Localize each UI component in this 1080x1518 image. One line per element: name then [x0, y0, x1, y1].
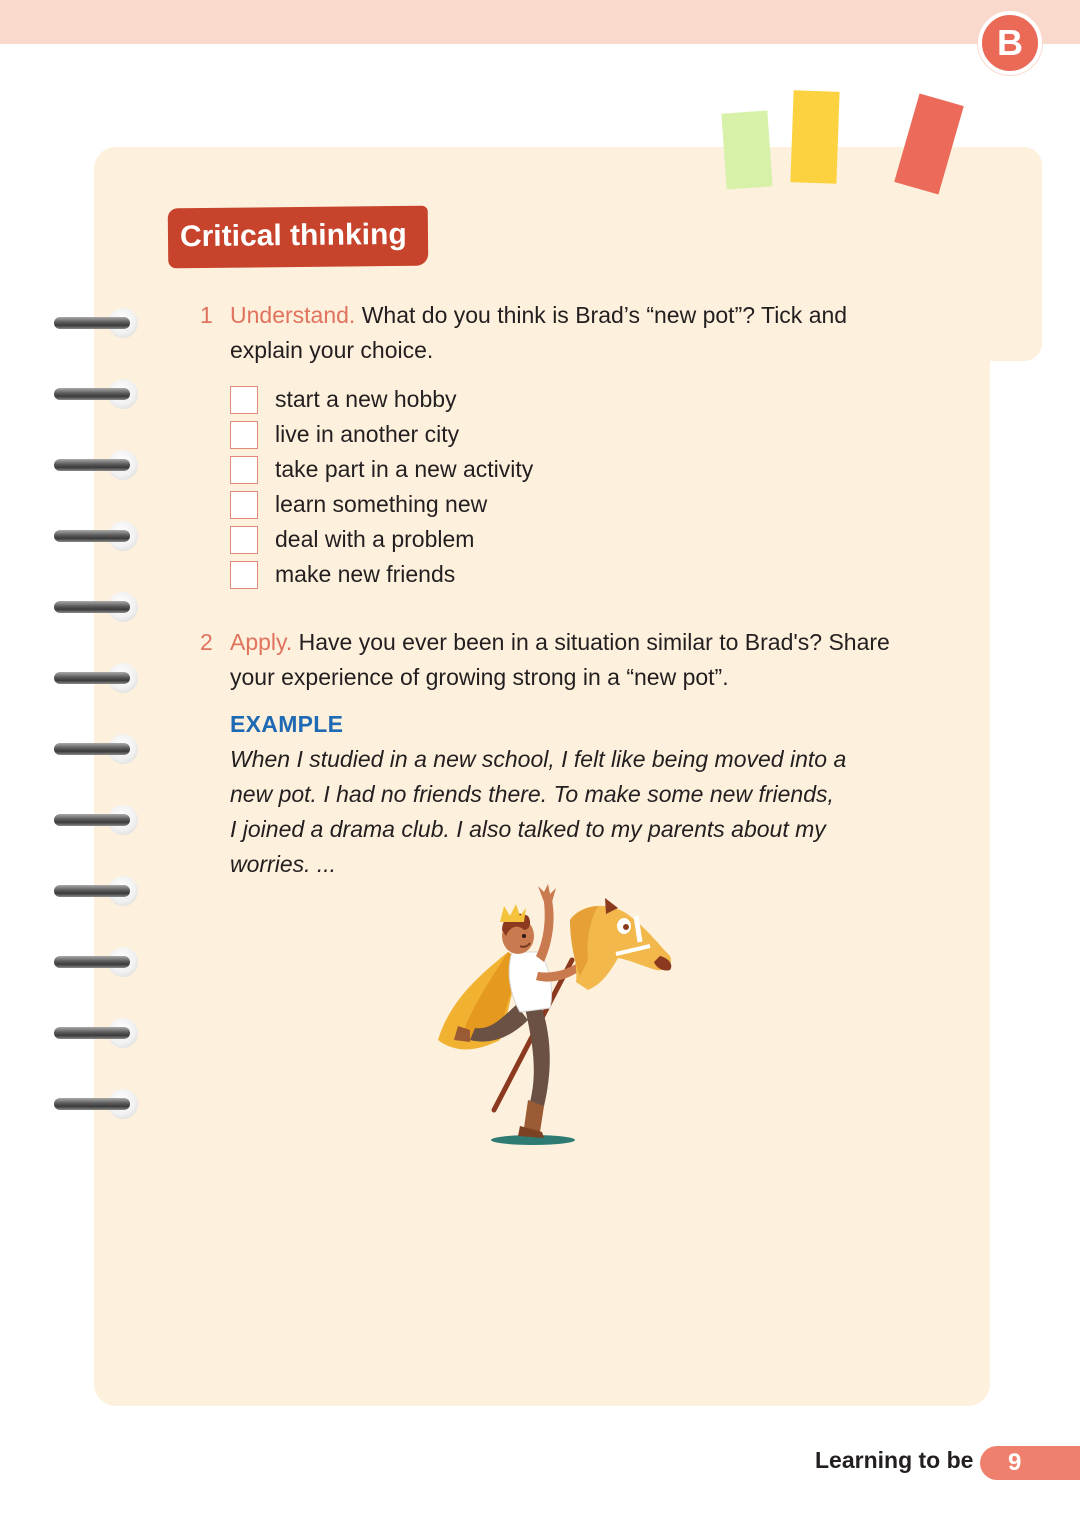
binding-ring — [52, 517, 142, 557]
option-label: deal with a problem — [275, 526, 475, 552]
example-line: new pot. I had no friends there. To make some new friends, — [230, 781, 834, 807]
tick-box[interactable] — [230, 561, 258, 589]
option-label: learn something new — [275, 491, 488, 517]
option-label: take part in a new activity — [275, 456, 534, 482]
binding-ring — [52, 943, 142, 983]
binding-ring — [52, 375, 142, 415]
binding-ring — [52, 730, 142, 770]
boy-hobby-horse-illustration — [420, 880, 690, 1150]
binding-ring — [52, 872, 142, 912]
tick-options-list — [230, 382, 533, 592]
example-line: When I studied in a new school, I felt like being moved into a — [230, 746, 847, 772]
tick-box[interactable] — [230, 456, 258, 484]
page-number-tab — [980, 1446, 1080, 1480]
tick-box[interactable] — [230, 526, 258, 554]
question-2-verb: Apply. — [230, 629, 293, 655]
option-label: live in another city — [275, 421, 460, 447]
section-heading: Critical thinking — [179, 217, 407, 254]
example-line: I joined a drama club. I also talked to my parents about my — [230, 816, 826, 842]
option-start-hobby[interactable] — [230, 382, 533, 417]
sticky-tape-green — [721, 110, 772, 189]
page-number: 9 — [1008, 1449, 1022, 1476]
question-1-prompt: What do you think is Brad’s “new pot”? Tick and explain your choice. — [230, 302, 848, 363]
section-badge: B — [978, 11, 1042, 75]
option-new-activity[interactable] — [230, 452, 533, 487]
question-1-verb: Understand. — [230, 302, 356, 328]
question-1-number: 1 — [200, 302, 213, 328]
binding-ring — [52, 1085, 142, 1125]
binding-ring — [52, 588, 142, 628]
tick-box[interactable] — [230, 491, 258, 519]
option-label: start a new hobby — [275, 386, 457, 412]
spiral-binding — [52, 304, 142, 1124]
option-label: make new friends — [275, 561, 456, 587]
binding-ring — [52, 659, 142, 699]
question-2-number: 2 — [200, 629, 213, 655]
question-2-prompt: Have you ever been in a situation similar to Brad's? Share your experience of growing strong in a “new pot”. — [230, 629, 890, 690]
example-line: worries. ... — [230, 851, 337, 877]
notebook-tab — [960, 147, 1042, 361]
option-another-city[interactable] — [230, 417, 533, 452]
option-new-friends[interactable] — [230, 557, 533, 592]
question-2-text — [230, 625, 910, 695]
option-learn-new[interactable] — [230, 487, 533, 522]
tick-box[interactable] — [230, 386, 258, 414]
example-text — [230, 742, 870, 882]
binding-ring — [52, 304, 142, 344]
sticky-tape-yellow — [790, 90, 839, 184]
example-title: EXAMPLE — [230, 711, 344, 737]
binding-ring — [52, 446, 142, 486]
footer-unit-label: Learning to be — [815, 1447, 974, 1473]
top-band — [0, 0, 1080, 44]
binding-ring — [52, 801, 142, 841]
question-1-text — [230, 298, 910, 368]
tick-box[interactable] — [230, 421, 258, 449]
option-deal-problem[interactable] — [230, 522, 533, 557]
section-heading-tag — [168, 206, 429, 269]
binding-ring — [52, 1014, 142, 1054]
